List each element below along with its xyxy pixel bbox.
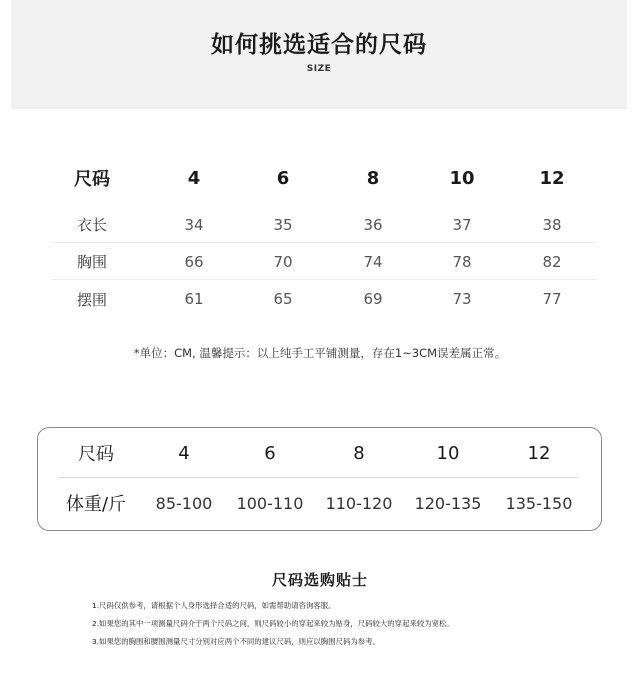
weight-table-divider [58, 477, 578, 478]
row-label: 摆围 [76, 290, 107, 309]
measurement-note: *单位：CM, 温馨提示：以上纯手工平铺测量，存在1~3CM误差属正常。 [133, 346, 507, 360]
table-header-size: 8 [366, 167, 380, 189]
row-label: 胸围 [76, 253, 107, 271]
table-row [52, 281, 597, 317]
table-row [52, 244, 597, 280]
weight-header-label: 尺码 [78, 444, 114, 465]
table-cell: 69 [363, 290, 383, 308]
table-cell: 36 [363, 215, 383, 234]
table-cell: 74 [363, 252, 383, 271]
table-header-size: 10 [449, 167, 475, 189]
table-cell: 38 [542, 215, 562, 234]
table-header-size: 12 [539, 167, 565, 189]
page-title: 如何挑选适合的尺码 [211, 32, 427, 58]
table-cell: 61 [184, 290, 204, 308]
table-header-size: 6 [276, 167, 290, 189]
weight-size-table [37, 427, 602, 531]
table-cell: 34 [184, 215, 204, 234]
weight-cell: 110-120 [325, 493, 393, 513]
table-cell: 77 [542, 290, 562, 308]
table-row [52, 207, 597, 243]
table-cell: 37 [452, 215, 472, 234]
weight-header-size: 4 [178, 442, 190, 464]
header-banner [11, 0, 627, 109]
weight-cell: 135-150 [505, 493, 573, 513]
table-cell: 78 [452, 252, 472, 271]
tip-item: 1.尺码仅供参考，请根据个人身形选择合适的尺码，如需帮助请咨询客服。 [92, 601, 336, 610]
table-cell: 70 [273, 252, 293, 271]
weight-cell: 100-110 [236, 493, 304, 513]
table-header-size: 4 [187, 167, 201, 189]
tips-list [92, 601, 632, 655]
tips-title: 尺码选购贴士 [271, 571, 368, 589]
tip-item: 3.如果您的胸围和腰围测量尺寸分别对应两个不同的建议尺码，则应以胸围尺码为参考。 [92, 637, 380, 646]
table-header-label: 尺码 [74, 169, 110, 190]
table-cell: 35 [273, 215, 293, 234]
weight-header-size: 8 [353, 442, 365, 464]
weight-header-size: 10 [436, 442, 460, 464]
weight-header-size: 12 [527, 442, 551, 464]
weight-table-row [38, 480, 601, 526]
weight-header-size: 6 [264, 442, 276, 464]
weight-cell: 120-135 [414, 493, 482, 513]
page-subtitle: SIZE [306, 64, 332, 74]
table-cell: 82 [542, 252, 562, 271]
table-header-row [52, 160, 597, 196]
table-cell: 66 [184, 252, 204, 271]
weight-table-header-row [38, 430, 601, 476]
weight-row-label: 体重/斤 [65, 494, 127, 515]
table-cell: 73 [452, 290, 472, 308]
table-cell: 65 [273, 290, 293, 308]
weight-cell: 85-100 [155, 493, 213, 513]
row-label: 衣长 [76, 216, 107, 234]
tip-item: 2.如果您的其中一项测量尺码介于两个尺码之间，则尺码较小的穿起来较为贴身，尺码较大的穿起来较为宽松。 [92, 619, 454, 628]
